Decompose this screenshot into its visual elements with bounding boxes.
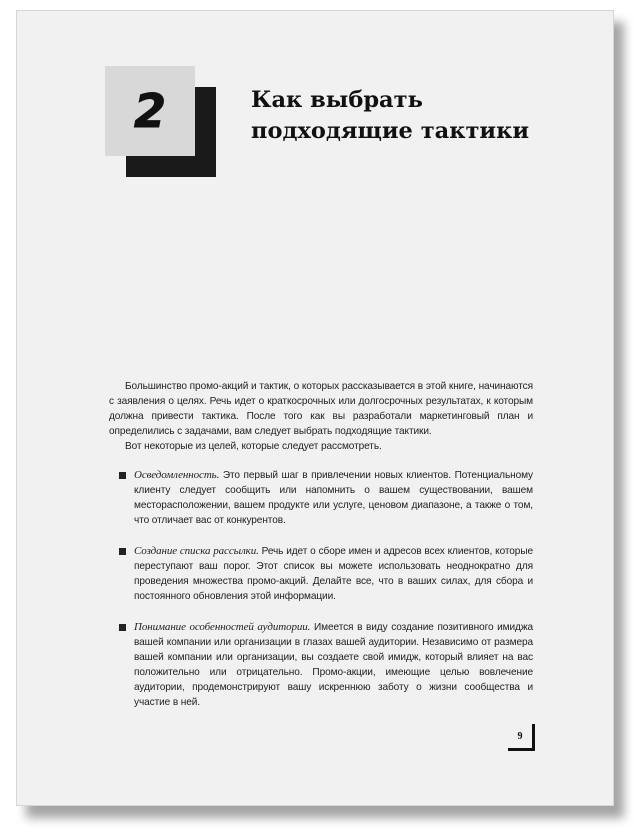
list-item [109, 468, 533, 528]
chapter-number: 2 [133, 84, 166, 138]
goals-list [109, 468, 533, 710]
intro-paragraph: Большинство промо-акций и тактик, о которых рассказывается в этой книге, начинаются с заявления о целях. Речь идет о краткосрочных или долгосрочных результатах, к которым должна привести тактика. После того как вы разработали маркетинговый план и определились с задачами, вам следует выбрать подходящие тактики. [109, 381, 533, 437]
square-bullet-icon [119, 472, 126, 479]
list-item [109, 620, 533, 710]
item-text: Речь идет о сборе имен и адресов всех клиентов, которые переступают ваш порог. Этот список вы можете использовать неоднократно для проведения множества промо-акций. Делайте все, что в ваших силах, для сбора и постоянного обновления этой информации. [134, 546, 533, 602]
chapter-title: Как выбрать подходящие тактики [251, 87, 530, 144]
intro-paragraph: Вот некоторые из целей, которые следует рассмотреть. [125, 441, 382, 452]
square-bullet-icon [119, 548, 126, 555]
page-number: 9 [508, 724, 535, 751]
body-text [109, 379, 533, 726]
square-bullet-icon [119, 624, 126, 631]
item-text: Это первый шаг в привлечении новых клиентов. Потенциальному клиенту следует сообщить или напомнить о вашем существовании, вашем месторасположении, вашем продукте или услуге, ценовом диапазоне, а также о том, что отличает вас от конкурентов. [134, 470, 533, 526]
item-term: Понимание особенностей аудитории. [134, 621, 311, 633]
chapter-number-block [105, 66, 195, 156]
item-term: Создание списка рассылки. [134, 545, 259, 557]
book-page [16, 10, 614, 806]
list-item [109, 544, 533, 604]
item-term: Осведомленность. [134, 469, 220, 481]
item-text: Имеется в виду создание позитивного имиджа вашей компании или организации в глазах вашей аудитории. Независимо от размера вашей компании или организации, вы создаете свой имидж, который влияет на вас положительно или отрицательно. Промо-акции, имеющие целью вовлечение аудитории, продемонстрируют вашу искреннюю заботу о жизни сообщества и участие в ней. [134, 622, 533, 708]
